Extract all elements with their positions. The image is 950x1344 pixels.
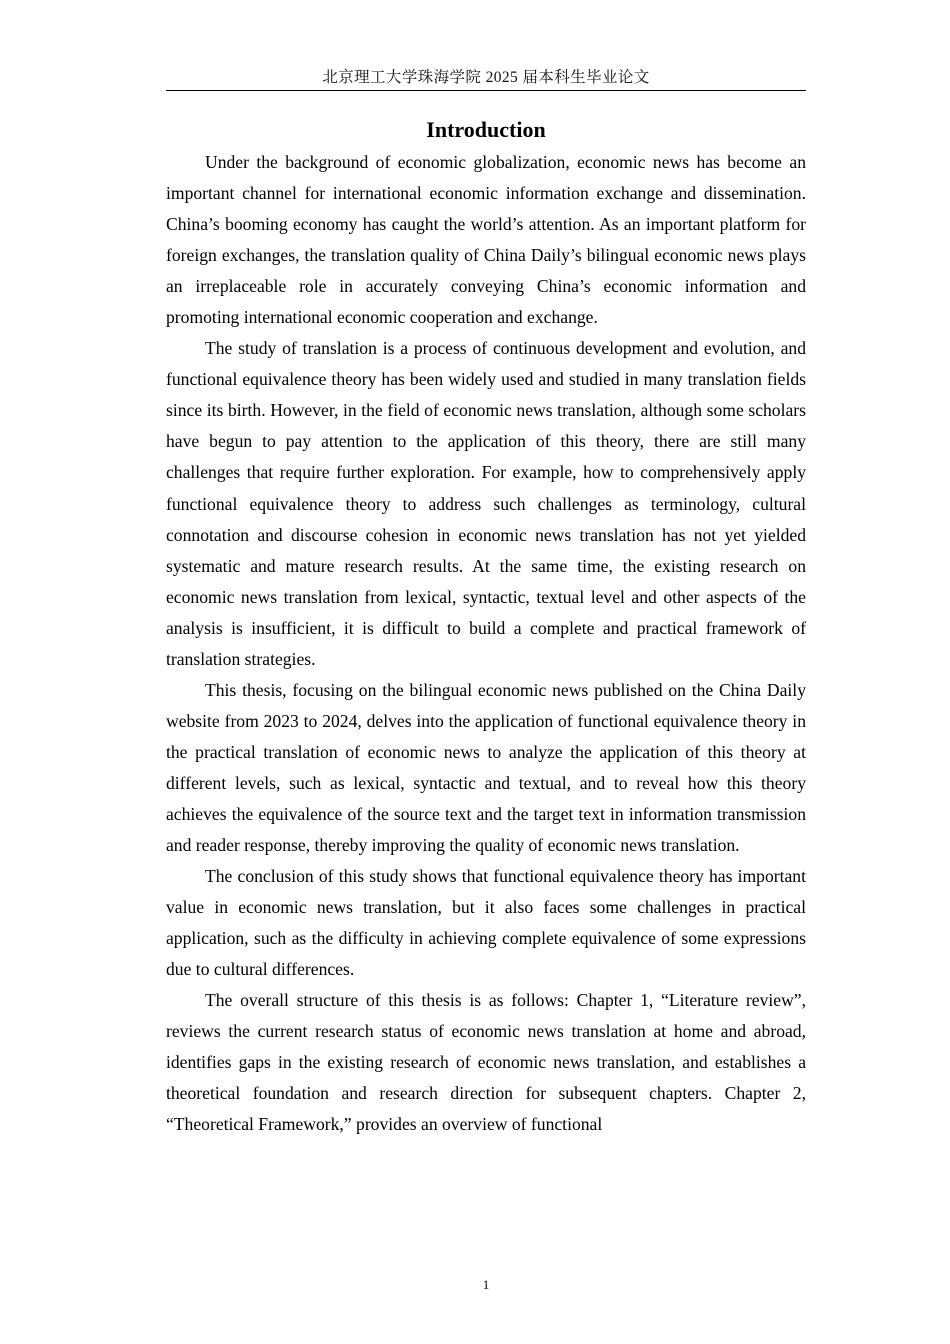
paragraph: The overall structure of this thesis is as follows: Chapter 1, “Literature review”, reviews the current research status of economic news translation at home and abroad, identifies gaps in the existing research of economic news translation, and establishes a theoretical foundation and research direction for subsequent chapters. Chapter 2, “Theoretical Framework,” provides an overview of functional (166, 990, 806, 1135)
paragraph: Under the background of economic globalization, economic news has become an important channel for international economic information exchange and dissemination. China’s booming economy has caught the world’s attention. As an important platform for foreign exchanges, the translation quality of China Daily’s bilingual economic news plays an irreplaceable role in accurately conveying China’s economic information and promoting international economic cooperation and exchange. (166, 152, 806, 328)
header-rule (166, 90, 806, 91)
page-number: 1 (482, 1277, 490, 1292)
paragraph: The conclusion of this study shows that functional equivalence theory has important value in economic news translation, but it also faces some challenges in practical application, such as the difficulty in achieving complete equivalence of some expressions due to cultural differences. (166, 866, 806, 980)
section-title: Introduction (426, 117, 546, 142)
paragraph: The study of translation is a process of continuous development and evolution, and functional equivalence theory has been widely used and studied in many translation fields since its birth. However, in the field of economic news translation, although some scholars have begun to pay attention to the application of this theory, there are still many challenges that require further exploration. For example, how to comprehensively apply functional equivalence theory to address such challenges as terminology, cultural connotation and discourse cohesion in economic news translation has not yet yielded systematic and mature research results. At the same time, the existing research on economic news translation from lexical, syntactic, textual level and other aspects of the analysis is insufficient, it is difficult to build a complete and practical framework of translation strategies. (166, 338, 806, 669)
running-header: 北京理工大学珠海学院 2025 届本科生毕业论文 (322, 69, 650, 86)
paragraph: This thesis, focusing on the bilingual economic news published on the China Daily website from 2023 to 2024, delves into the application of functional equivalence theory in the practical translation of economic news to analyze the application of this theory at different levels, such as lexical, syntactic and textual, and to reveal how this theory achieves the equivalence of the source text and the target text in information transmission and reader response, thereby improving the quality of economic news translation. (166, 679, 806, 856)
body-text (166, 147, 806, 1141)
